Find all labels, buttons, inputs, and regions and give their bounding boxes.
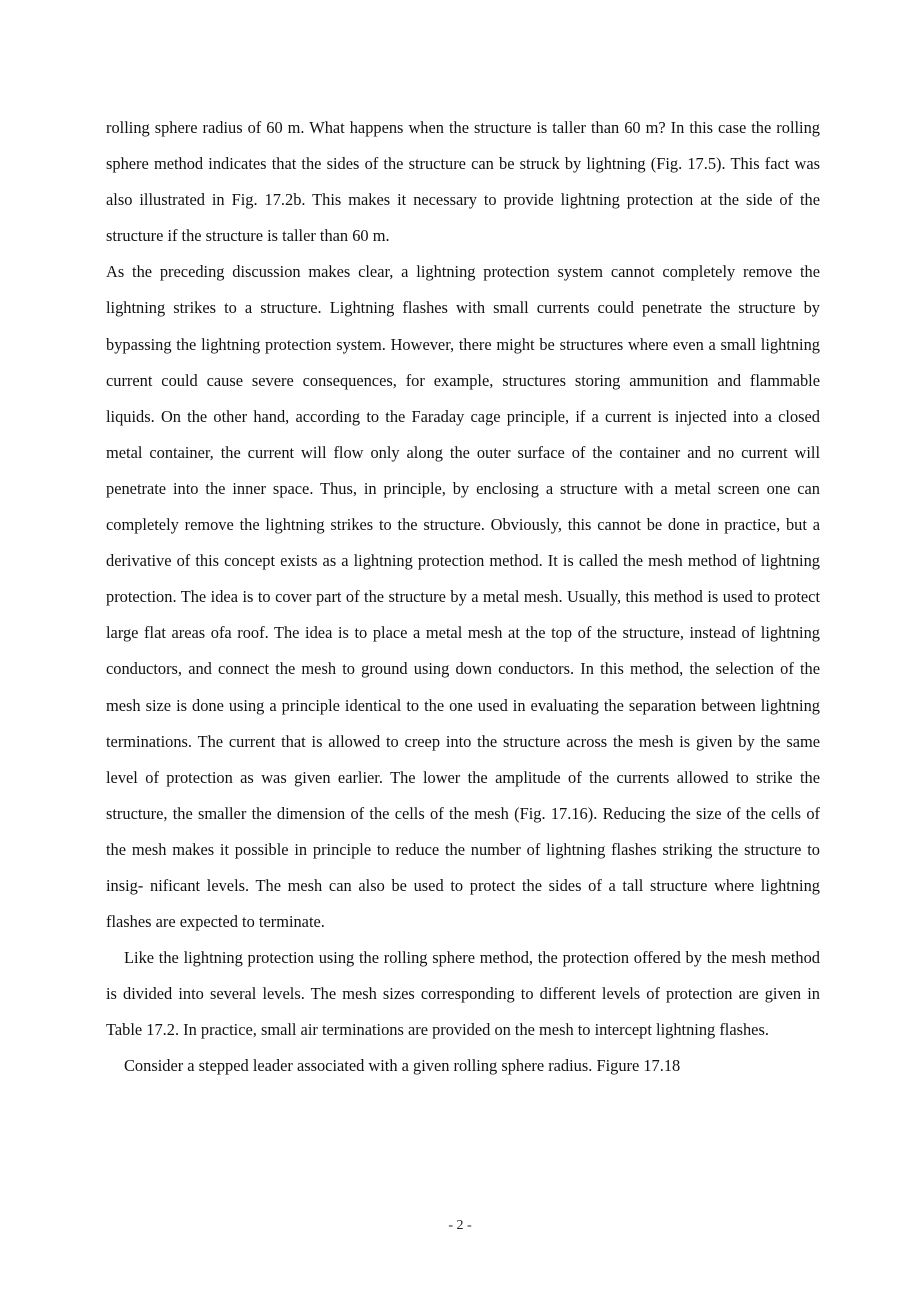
body-text [106, 110, 820, 1085]
paragraph-stepped-leader: Consider a stepped leader associated with a given rolling sphere radius. Figure 17.18 [124, 1056, 681, 1076]
paragraph-rolling-sphere-continuation: rolling sphere radius of 60 m. What happens when the structure is taller than 60 m? In this case the rolling sphere method indicates that the sides of the structure can be struck by lightning (Fig. 17.5). This fact was also illustrated in Fig. 17.2b. This makes it necessary to provide lightning protection at the side of the structure if the structure is taller than 60 m. [106, 118, 820, 246]
paragraph-protection-levels: Like the lightning protection using the rolling sphere method, the protection offered by the mesh method is divided into several levels. The mesh sizes corresponding to different levels of protection are given in Table 17.2. In practice, small air terminations are provided on the mesh to intercept lightning flashes. [106, 948, 820, 1040]
paragraph-mesh-method: As the preceding discussion makes clear, a lightning protection system cannot completely remove the lightning strikes to a structure. Lightning flashes with small currents could penetrate the structure by bypassing the lightning protection system. However, there might be structures where even a small lightning current could cause severe consequences, for example, structures storing ammunition and flammable liquids. On the other hand, according to the Faraday cage principle, if a current is injected into a closed metal container, the current will flow only along the outer surface of the container and no current will penetrate into the inner space. Thus, in principle, by enclosing a structure with a metal screen one can completely remove the lightning strikes to the structure. Obviously, this cannot be done in practice, but a derivative of this concept exists as a lightning protection method. It is called the mesh method of lightning protection. The idea is to cover part of the structure by a metal mesh. Usually, this method is used to protect large flat areas ofa roof. The idea is to place a metal mesh at the top of the structure, instead of lightning conductors, and connect the mesh to ground using down conductors. In this method, the selection of the mesh size is done using a principle identical to the one used in evaluating the separation between lightning terminations. The current that is allowed to creep into the structure across the mesh is given by the same level of protection as was given earlier. The lower the amplitude of the currents allowed to strike the structure, the smaller the dimension of the cells of the mesh (Fig. 17.16). Reducing the size of the cells of the mesh makes it possible in principle to reduce the number of lightning flashes striking the structure to insig- nificant levels. The mesh can also be used to protect the sides of a tall structure where lightning flashes are expected to terminate. [106, 262, 820, 932]
page-number: - 2 - [448, 1218, 472, 1233]
